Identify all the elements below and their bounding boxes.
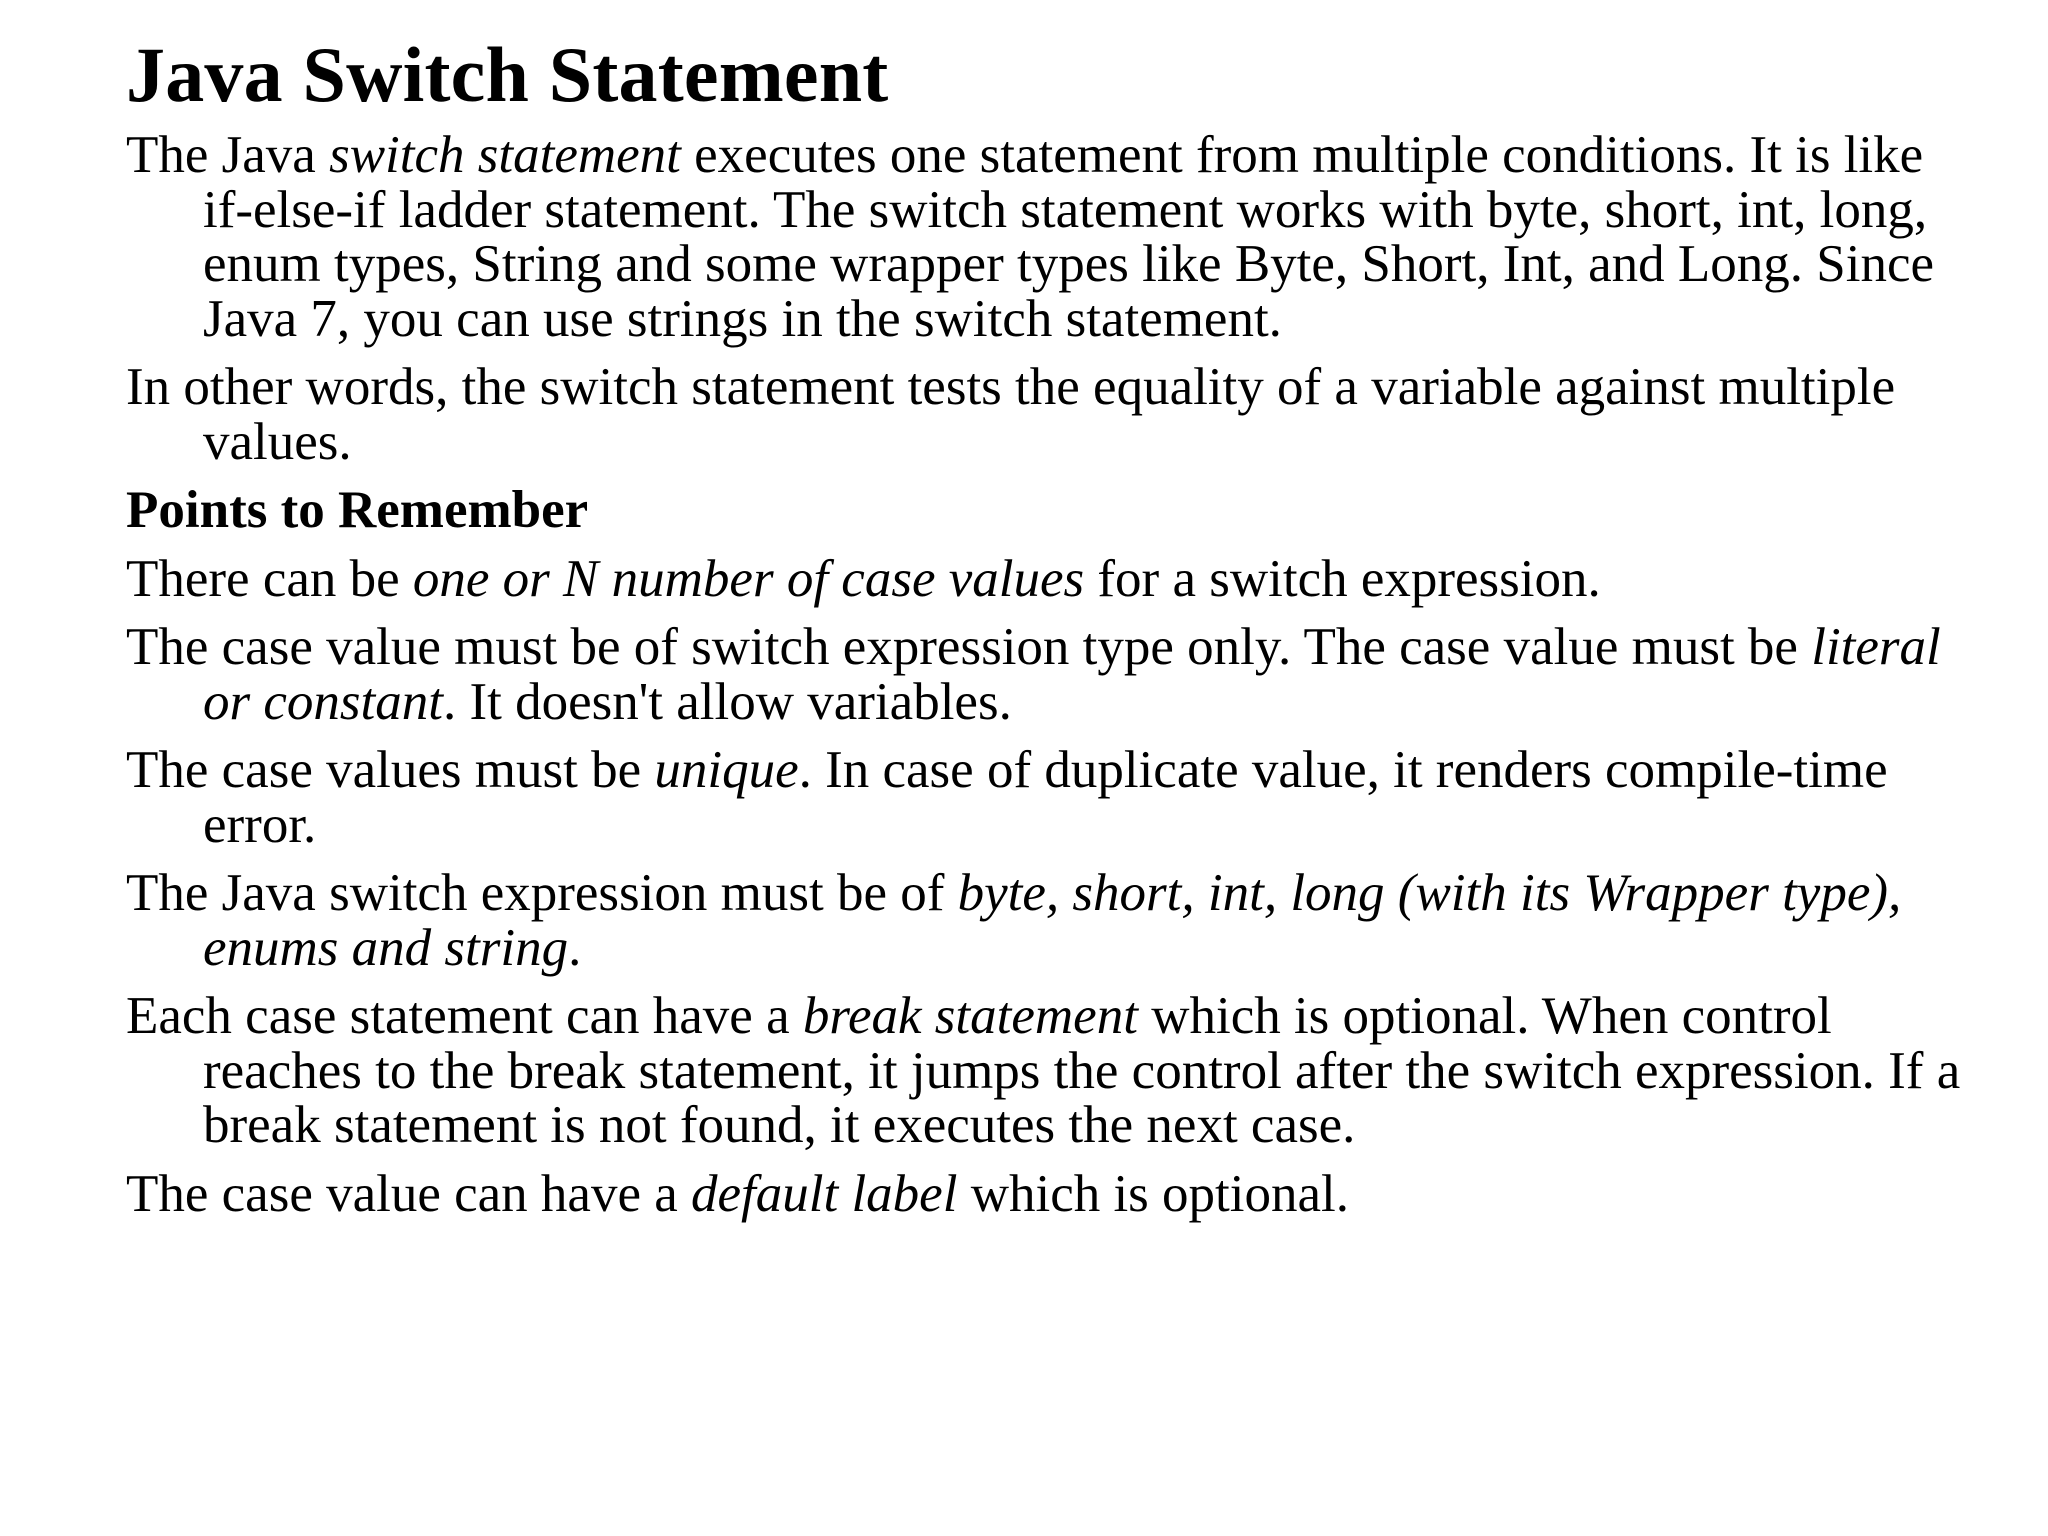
- text-segment: The Java: [126, 126, 330, 184]
- text-segment: which is optional. When control reaches to the break statement, it jumps the control after the switch expression. If a break statement is not found, it executes the next case.: [203, 987, 1961, 1154]
- text-segment: The Java switch expression must be of: [126, 864, 958, 922]
- slide: [126, 31, 1976, 1235]
- text-segment: . In case of duplicate value, it renders compile-time error.: [203, 741, 1888, 854]
- point-item: [126, 743, 1976, 852]
- text-segment: unique: [654, 741, 799, 799]
- text-segment: .: [568, 918, 582, 977]
- text-segment: literal or constant: [203, 618, 1941, 731]
- text-segment: executes one statement from multiple conditions. It is like if-else-if ladder statement. The switch statement works with byte, short, int, long, enum types, String and some wrapper types like Byte, Short, Int, and Long. Since Java 7, you can use strings in the switch statement.: [203, 126, 1935, 348]
- text-segment: one or N number of case values: [412, 549, 1085, 608]
- text-segment: There can be: [126, 549, 413, 608]
- text-segment: . It doesn't allow variables.: [442, 672, 1012, 731]
- text-segment: break statement: [802, 987, 1138, 1045]
- text-segment: for a switch expression.: [1084, 549, 1601, 608]
- point-item: [126, 620, 1976, 729]
- text-segment: which is optional.: [957, 1164, 1350, 1223]
- text-segment: The case values must be: [126, 741, 655, 799]
- text-segment: switch statement: [329, 126, 681, 184]
- page-title: Java Switch Statement: [126, 31, 889, 118]
- text-segment: In other words, the switch statement tests the equality of a variable against multiple values.: [126, 358, 1896, 471]
- text-segment: byte, short, int, long (with its Wrapper type), enums and string: [203, 864, 1902, 977]
- text-segment: The case value must be of switch expression type only. The case value must be: [126, 618, 1812, 676]
- text-segment: Each case statement can have a: [126, 987, 803, 1045]
- intro-paragraph-1: [126, 128, 1976, 346]
- point-item: [126, 1164, 1976, 1223]
- point-item: [126, 866, 1976, 975]
- text-segment: default label: [691, 1164, 958, 1223]
- point-item: [126, 549, 1976, 608]
- text-segment: The case value can have a: [126, 1164, 691, 1223]
- intro-paragraph-2: [126, 360, 1976, 469]
- point-item: [126, 989, 1976, 1153]
- points-heading: Points to Remember: [126, 481, 589, 539]
